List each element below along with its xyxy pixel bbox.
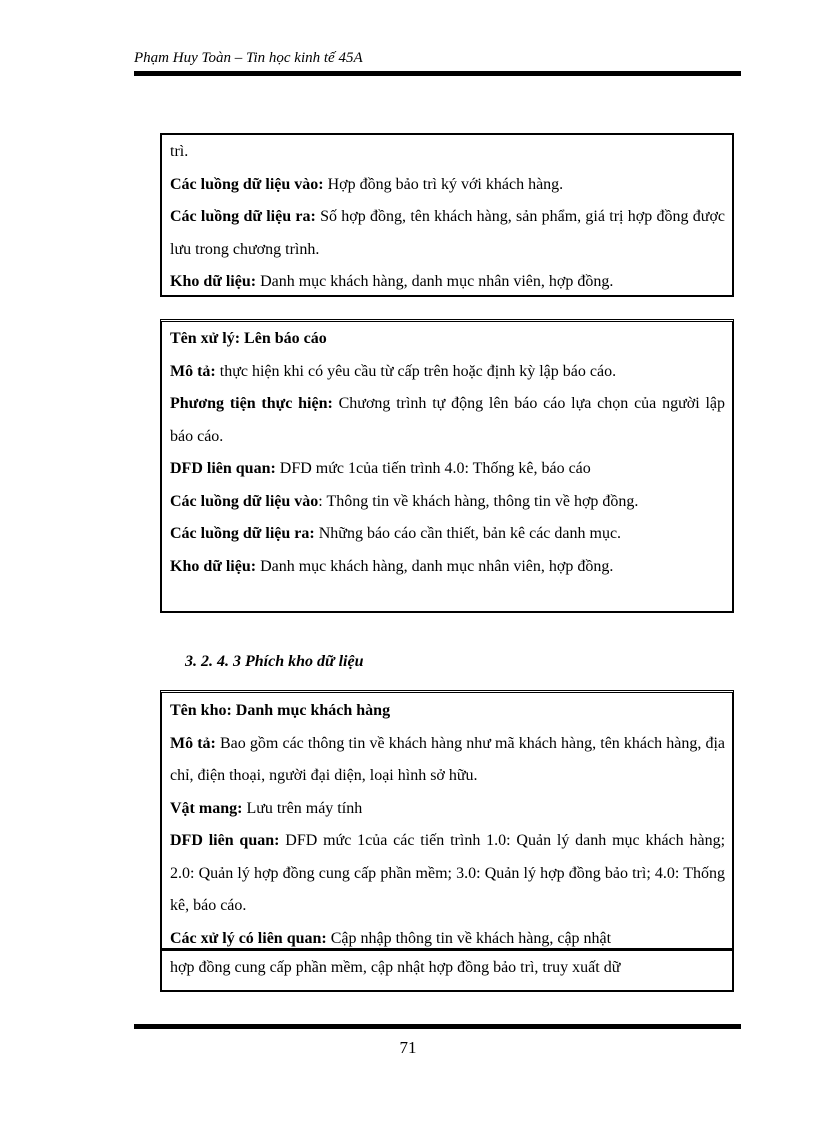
- output-flows-label: Các luồng dữ liệu ra:: [170, 525, 315, 542]
- process-name: [170, 323, 725, 356]
- process-name-label: Tên xử lý: Lên báo cáo: [170, 330, 327, 347]
- output-flows: [170, 201, 725, 266]
- related-dfd-label: DFD liên quan:: [170, 832, 280, 849]
- related-dfd-text: DFD mức 1của các tiến trình 1.0: Quản lý danh mục khách hàng; 2.0: Quản lý hợp đồng cung cấp phần mềm; 3.0: Quản lý hợp đồng bảo trì; 4.0: Thống kê, báo cáo.: [170, 832, 726, 914]
- output-flows-label: Các luồng dữ liệu ra:: [170, 208, 316, 225]
- medium-label: Vật mang:: [170, 799, 243, 817]
- related-processes-continued: hợp đồng cung cấp phần mềm, cập nhật hợp đồng bảo trì, truy xuất dữ: [170, 959, 621, 976]
- description-label: Mô tả:: [170, 734, 216, 752]
- related-dfd: [170, 825, 725, 923]
- description-text: thực hiện khi có yêu cầu từ cấp trên hoặc định kỳ lập báo cáo.: [215, 362, 617, 380]
- medium: [170, 793, 725, 826]
- process-spec-box-continued: [160, 133, 734, 297]
- output-flows-text: Số hợp đồng, tên khách hàng, sản phẩm, giá trị hợp đồng được lưu trong chương trình.: [170, 208, 726, 258]
- section-heading: 3. 2. 4. 3 Phích kho dữ liệu: [185, 653, 364, 670]
- related-processes-text: Cập nhập thông tin về khách hàng, cập nhật: [326, 929, 612, 947]
- input-flows: [170, 169, 725, 202]
- description: [170, 728, 725, 793]
- related-dfd: [170, 453, 725, 486]
- input-flows-text: : Thông tin về khách hàng, thông tin về hợp đồng.: [318, 492, 639, 510]
- output-flows: [170, 518, 725, 551]
- page-number: 71: [399, 1038, 417, 1057]
- input-flows-text: Hợp đồng bảo trì ký với khách hàng.: [323, 175, 564, 193]
- input-flows-label: Các luồng dữ liệu vào: [170, 492, 319, 510]
- related-dfd-text: DFD mức 1của tiến trình 4.0: Thống kê, báo cáo: [275, 460, 591, 477]
- process-spec-box-report: [160, 319, 734, 613]
- page-header: Phạm Huy Toàn – Tin học kinh tế 45A: [134, 50, 363, 66]
- store-name-label: Tên kho: Danh mục khách hàng: [170, 702, 391, 719]
- store-name: [170, 695, 725, 728]
- header-rule: [134, 71, 741, 76]
- continued-line: trì.: [170, 143, 189, 160]
- output-flows-text: Những báo cáo cần thiết, bản kê các danh mục.: [314, 525, 622, 542]
- description-label: Mô tả:: [170, 362, 216, 380]
- data-store: [170, 266, 725, 299]
- input-flows-label: Các luồng dữ liệu vào:: [170, 175, 324, 193]
- data-store-label: Kho dữ liệu:: [170, 557, 257, 575]
- means-label: Phương tiện thực hiện:: [170, 395, 333, 412]
- related-processes-label: Các xử lý có liên quan:: [170, 929, 327, 947]
- means: [170, 388, 725, 453]
- related-dfd-label: DFD liên quan:: [170, 460, 276, 477]
- data-store-text: Danh mục khách hàng, danh mục nhân viên, hợp đồng.: [256, 273, 614, 290]
- inner-rule: [160, 948, 734, 951]
- description-text: Bao gồm các thông tin về khách hàng như mã khách hàng, tên khách hàng, địa chỉ, điện thoại, người đại diện, loại hình sở hữu.: [170, 734, 726, 784]
- data-store-label: Kho dữ liệu:: [170, 273, 257, 290]
- medium-text: Lưu trên máy tính: [242, 799, 363, 817]
- means-text: Chương trình tự động lên báo cáo lựa chọn của người lập báo cáo.: [170, 395, 725, 445]
- footer-rule: [134, 1024, 741, 1029]
- data-store: [170, 551, 725, 584]
- description: [170, 356, 725, 389]
- input-flows: [170, 486, 725, 519]
- data-store-text: Danh mục khách hàng, danh mục nhân viên, hợp đồng.: [256, 557, 614, 575]
- data-store-spec-box: [160, 690, 734, 992]
